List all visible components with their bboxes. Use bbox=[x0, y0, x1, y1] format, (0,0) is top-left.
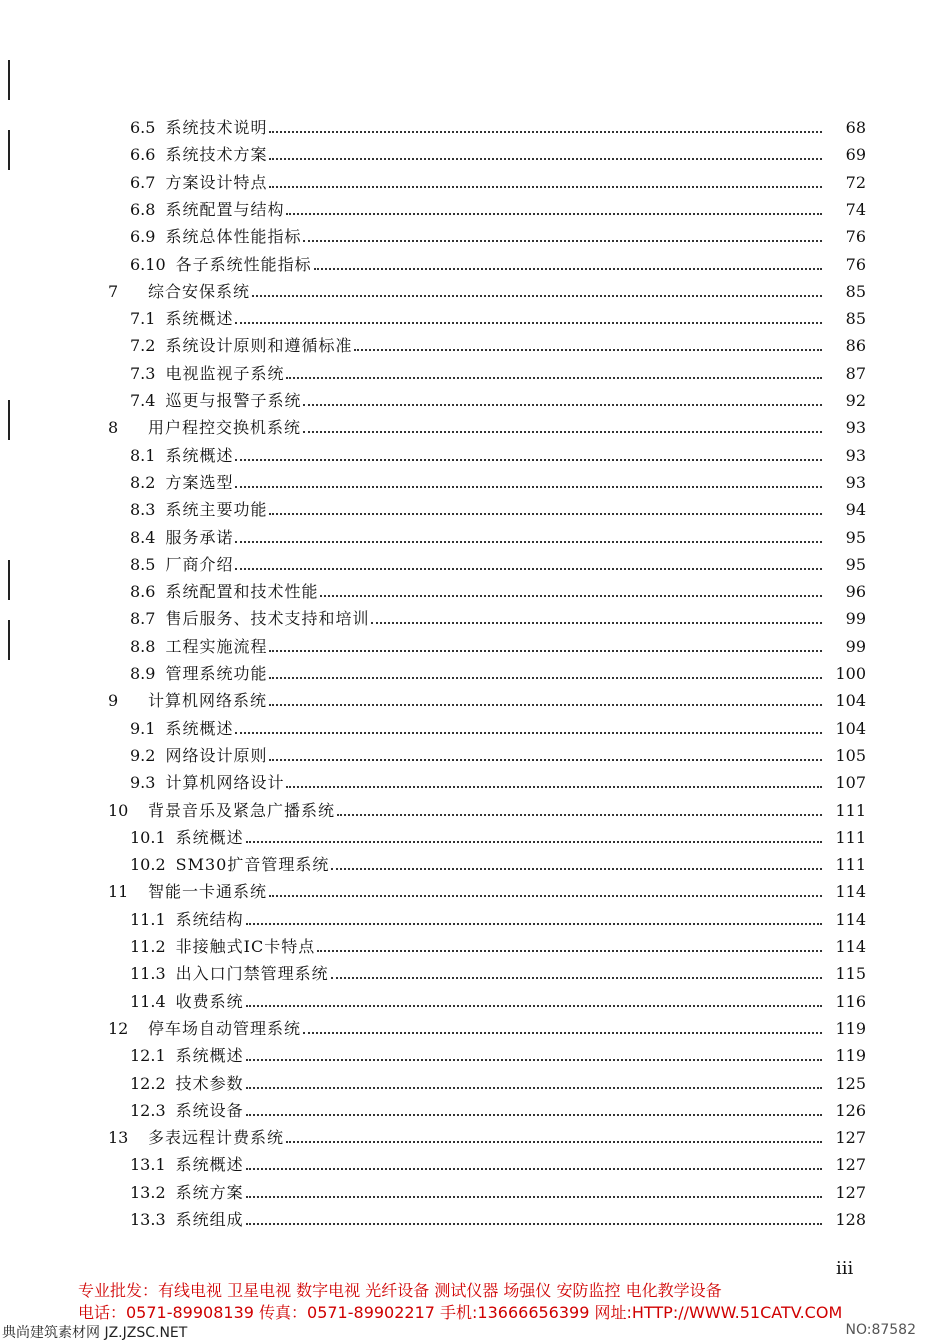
toc-entry bbox=[130, 358, 866, 384]
toc-entry-title: 停车场自动管理系统 bbox=[148, 1018, 302, 1038]
toc-entry-title: 厂商介绍 bbox=[165, 554, 234, 574]
ad-line-contact: 电话：0571-89908139 传真：0571-89902217 手机:13666656399 网址:HTTP://WWW.51CATV.COM bbox=[78, 1303, 843, 1322]
toc-entry-page: 114 bbox=[835, 937, 866, 956]
toc-entry bbox=[130, 112, 866, 138]
toc-entry-page: 127 bbox=[835, 1128, 866, 1148]
toc-entry-title: 电视监视子系统 bbox=[165, 363, 285, 383]
toc-entry bbox=[130, 767, 866, 793]
toc-entry-number: 8.4 bbox=[130, 527, 156, 547]
toc-entry-number: 8.8 bbox=[130, 636, 156, 656]
toc-entry-title: 系统概述 bbox=[175, 1155, 244, 1175]
toc-entry-title: 系统技术方案 bbox=[165, 145, 268, 165]
toc-entry-number: 6.5 bbox=[130, 118, 156, 137]
toc-entry-page: 127 bbox=[835, 1182, 866, 1202]
toc-dot-leader bbox=[331, 868, 822, 870]
toc-dot-leader bbox=[269, 186, 822, 188]
toc-entry-number: 12.2 bbox=[130, 1073, 166, 1093]
toc-entry-page: 116 bbox=[835, 991, 866, 1011]
toc-dot-leader bbox=[269, 759, 822, 761]
toc-entry-page: 94 bbox=[845, 500, 866, 520]
toc-entry-number: 10.1 bbox=[130, 827, 166, 847]
toc-entry bbox=[108, 1122, 866, 1148]
footer-watermark-left: 典尚建筑素材网 JZ.JZSC.NET bbox=[2, 1325, 188, 1341]
toc-entry-number: 11.2 bbox=[130, 937, 166, 956]
toc-entry-title: 系统设备 bbox=[175, 1100, 244, 1120]
page-folio: iii bbox=[836, 1258, 854, 1279]
toc-dot-leader bbox=[246, 1168, 822, 1170]
toc-entry bbox=[130, 221, 866, 247]
toc-entry-number: 6.7 bbox=[130, 172, 156, 192]
toc-dot-leader bbox=[235, 541, 822, 543]
toc-dot-leader bbox=[314, 268, 822, 270]
toc-entry-title: 系统概述 bbox=[175, 827, 244, 847]
toc-entry-title: 巡更与报警子系统 bbox=[165, 391, 302, 410]
toc-entry-title: 系统设计原则和遵循标准 bbox=[165, 336, 353, 356]
toc-entry bbox=[130, 1177, 866, 1203]
toc-dot-leader bbox=[331, 977, 822, 979]
toc-entry-page: 126 bbox=[835, 1100, 866, 1120]
toc-entry-title: 系统概述 bbox=[165, 718, 234, 738]
toc-entry-number: 7.4 bbox=[130, 391, 156, 410]
toc-entry-number: 9.3 bbox=[130, 773, 156, 793]
toc-entry bbox=[130, 849, 866, 875]
toc-entry-title: 各子系统性能指标 bbox=[175, 254, 312, 274]
toc-entry bbox=[130, 740, 866, 766]
toc-entry-page: 95 bbox=[845, 554, 866, 574]
toc-entry-number: 6.9 bbox=[130, 227, 156, 247]
toc-entry-page: 72 bbox=[845, 172, 866, 192]
toc-dot-leader bbox=[269, 513, 822, 515]
toc-entry-title: 服务承诺 bbox=[165, 527, 234, 547]
scan-mark-5 bbox=[8, 620, 10, 660]
toc-entry bbox=[130, 522, 866, 548]
toc-entry bbox=[130, 440, 866, 466]
toc-entry-page: 76 bbox=[845, 227, 866, 247]
toc-dot-leader bbox=[286, 786, 822, 788]
toc-dot-leader bbox=[317, 950, 822, 952]
toc-entry-page: 104 bbox=[835, 691, 866, 711]
toc-entry-page: 111 bbox=[835, 800, 866, 820]
scan-mark-4 bbox=[8, 560, 10, 600]
toc-entry-number: 12.1 bbox=[130, 1046, 166, 1066]
toc-entry-title: 管理系统功能 bbox=[165, 664, 268, 683]
toc-dot-leader bbox=[246, 923, 822, 925]
toc-dot-leader bbox=[269, 704, 822, 706]
toc-dot-leader bbox=[286, 213, 822, 215]
toc-entry-page: 119 bbox=[835, 1018, 866, 1038]
toc-entry-title: 方案设计特点 bbox=[165, 172, 268, 192]
toc-entry-number: 10 bbox=[108, 800, 129, 820]
toc-dot-leader bbox=[269, 895, 822, 897]
toc-entry-page: 111 bbox=[835, 855, 866, 875]
toc-entry-page: 107 bbox=[835, 773, 866, 793]
toc-entry-title: 出入口门禁管理系统 bbox=[175, 964, 329, 984]
toc-entry-number: 13.2 bbox=[130, 1182, 166, 1202]
scan-mark-1 bbox=[8, 60, 10, 100]
toc-dot-leader bbox=[252, 295, 822, 297]
toc-entry bbox=[108, 876, 866, 902]
toc-entry-number: 8.5 bbox=[130, 554, 156, 574]
toc-entry-title: 系统方案 bbox=[175, 1182, 244, 1202]
toc-dot-leader bbox=[269, 158, 822, 160]
toc-dot-leader bbox=[235, 459, 822, 461]
toc-entry-title: 综合安保系统 bbox=[148, 281, 251, 301]
toc-entry-number: 11.4 bbox=[130, 991, 166, 1011]
toc-entry bbox=[130, 958, 866, 984]
toc-dot-leader bbox=[269, 677, 822, 679]
toc-dot-leader bbox=[246, 841, 822, 843]
toc-entry-title: 工程实施流程 bbox=[165, 636, 268, 656]
toc-entry bbox=[130, 1095, 866, 1121]
toc-entry bbox=[130, 303, 866, 329]
toc-entry bbox=[108, 412, 866, 438]
toc-dot-leader bbox=[246, 1223, 822, 1225]
toc-entry bbox=[130, 658, 866, 684]
toc-entry bbox=[130, 167, 866, 193]
toc-entry bbox=[130, 1149, 866, 1175]
toc-entry-number: 6.8 bbox=[130, 199, 156, 219]
toc-entry-number: 13 bbox=[108, 1128, 129, 1148]
toc-entry bbox=[130, 986, 866, 1012]
toc-entry-page: 105 bbox=[835, 745, 866, 765]
toc-entry-title: 系统概述 bbox=[175, 1046, 244, 1066]
toc-entry-number: 12 bbox=[108, 1018, 129, 1038]
toc-entry bbox=[130, 494, 866, 520]
toc-entry bbox=[130, 385, 866, 411]
toc-entry-page: 96 bbox=[845, 582, 866, 602]
scan-mark-2 bbox=[8, 130, 10, 170]
toc-entry-title: 网络设计原则 bbox=[165, 745, 268, 765]
toc-entry bbox=[130, 603, 866, 629]
toc-entry-page: 104 bbox=[835, 718, 866, 738]
toc-entry-number: 6.10 bbox=[130, 254, 166, 274]
scan-mark-3 bbox=[8, 400, 10, 440]
toc-entry-page: 128 bbox=[835, 1210, 866, 1229]
toc-entry bbox=[130, 549, 866, 575]
toc-dot-leader bbox=[286, 1141, 822, 1143]
toc-entry-title: SM30扩音管理系统 bbox=[175, 855, 330, 875]
toc-entry bbox=[108, 276, 866, 302]
toc-entry-title: 背景音乐及紧急广播系统 bbox=[148, 800, 336, 820]
toc-entry bbox=[130, 931, 866, 957]
toc-entry-number: 7 bbox=[108, 281, 119, 301]
toc-entry bbox=[130, 194, 866, 220]
toc-entry-title: 方案选型 bbox=[165, 472, 234, 492]
toc-entry-number: 11.1 bbox=[130, 909, 166, 929]
toc-entry-page: 114 bbox=[835, 882, 866, 902]
toc-entry-page: 119 bbox=[835, 1046, 866, 1066]
toc-entry-page: 69 bbox=[845, 145, 866, 165]
toc-entry-page: 76 bbox=[845, 254, 866, 274]
toc-entry bbox=[130, 1068, 866, 1094]
toc-entry-title: 系统概述 bbox=[165, 309, 234, 329]
toc-entry-number: 8.1 bbox=[130, 445, 156, 465]
toc-entry-title: 系统配置和技术性能 bbox=[165, 582, 319, 602]
toc-entry-page: 74 bbox=[845, 199, 866, 219]
toc-entry-title: 用户程控交换机系统 bbox=[148, 418, 302, 438]
toc-entry-number: 12.3 bbox=[130, 1100, 166, 1120]
toc-entry-page: 99 bbox=[845, 636, 866, 656]
toc-entry-number: 7.2 bbox=[130, 336, 156, 356]
toc-entry-number: 10.2 bbox=[130, 855, 166, 875]
toc-entry bbox=[108, 685, 866, 711]
toc-entry-number: 8.2 bbox=[130, 472, 156, 492]
toc-entry-page: 85 bbox=[845, 309, 866, 329]
toc-entry-title: 非接触式IC卡特点 bbox=[175, 937, 316, 956]
toc-entry-page: 87 bbox=[845, 363, 866, 383]
toc-dot-leader bbox=[246, 1059, 822, 1061]
toc-dot-leader bbox=[246, 1087, 822, 1089]
toc-entry-page: 93 bbox=[845, 445, 866, 465]
toc-entry-title: 计算机网络设计 bbox=[165, 773, 285, 793]
toc-entry bbox=[130, 631, 866, 657]
toc-entry-title: 多表远程计费系统 bbox=[148, 1128, 285, 1148]
toc-entry-title: 收费系统 bbox=[175, 991, 244, 1011]
toc-entry-title: 系统结构 bbox=[175, 909, 244, 929]
toc-entry-number: 7.1 bbox=[130, 309, 156, 329]
toc-dot-leader bbox=[354, 349, 822, 351]
toc-entry bbox=[130, 822, 866, 848]
toc-entry bbox=[130, 1040, 866, 1066]
toc-entry-title: 售后服务、技术支持和培训 bbox=[165, 609, 370, 629]
toc-entry-page: 114 bbox=[835, 909, 866, 929]
toc-entry-number: 8 bbox=[108, 418, 119, 438]
toc-entry bbox=[130, 139, 866, 165]
toc-entry-title: 系统主要功能 bbox=[165, 500, 268, 520]
toc-entry bbox=[130, 713, 866, 739]
toc-entry-page: 86 bbox=[845, 336, 866, 356]
toc-entry-page: 127 bbox=[835, 1155, 866, 1175]
toc-entry-page: 111 bbox=[835, 827, 866, 847]
toc-dot-leader bbox=[286, 377, 822, 379]
toc-entry-number: 7.3 bbox=[130, 363, 156, 383]
toc-entry-number: 8.6 bbox=[130, 582, 156, 602]
toc-entry bbox=[130, 467, 866, 493]
toc-entry bbox=[130, 330, 866, 356]
toc-dot-leader bbox=[303, 240, 822, 242]
toc-entry bbox=[108, 795, 866, 821]
toc-entry bbox=[130, 249, 866, 275]
toc-entry-page: 68 bbox=[845, 118, 866, 137]
toc-entry bbox=[130, 576, 866, 602]
toc-dot-leader bbox=[235, 732, 822, 734]
toc-dot-leader bbox=[235, 486, 822, 488]
toc-entry-number: 8.3 bbox=[130, 500, 156, 520]
toc-entry-number: 9.1 bbox=[130, 718, 156, 738]
footer-watermark-right: NO:87582 bbox=[845, 1322, 916, 1338]
toc-entry-page: 93 bbox=[845, 418, 866, 438]
toc-entry-number: 11 bbox=[108, 882, 129, 902]
toc-entry-number: 9.2 bbox=[130, 745, 156, 765]
toc-entry-page: 92 bbox=[845, 391, 866, 410]
toc-entry-page: 93 bbox=[845, 472, 866, 492]
toc-entry-page: 95 bbox=[845, 527, 866, 547]
toc-entry-page: 99 bbox=[845, 609, 866, 629]
toc-entry-title: 系统总体性能指标 bbox=[165, 227, 302, 247]
toc-dot-leader bbox=[246, 1005, 822, 1007]
toc-entry-page: 115 bbox=[835, 964, 866, 984]
ad-line-products: 专业批发：有线电视 卫星电视 数字电视 光纤设备 测试仪器 场强仪 安防监控 电化教学设备 bbox=[78, 1281, 722, 1300]
toc-dot-leader bbox=[303, 431, 822, 433]
toc-entry-page: 125 bbox=[835, 1073, 866, 1093]
toc-entry-number: 11.3 bbox=[130, 964, 166, 984]
toc-dot-leader bbox=[303, 404, 822, 406]
toc-entry bbox=[130, 1204, 866, 1230]
toc-entry-title: 系统组成 bbox=[175, 1210, 244, 1229]
toc-dot-leader bbox=[246, 1114, 822, 1116]
toc-entry-number: 9 bbox=[108, 691, 119, 711]
toc-dot-leader bbox=[269, 131, 822, 133]
toc-entry-title: 技术参数 bbox=[175, 1073, 244, 1093]
toc-dot-leader bbox=[246, 1196, 822, 1198]
toc-dot-leader bbox=[235, 322, 822, 324]
toc-entry-title: 系统技术说明 bbox=[165, 118, 268, 137]
toc-entry-page: 85 bbox=[845, 281, 866, 301]
toc-entry bbox=[130, 904, 866, 930]
toc-entry bbox=[108, 1013, 866, 1039]
toc-entry-number: 8.9 bbox=[130, 664, 156, 683]
toc-entry-page: 100 bbox=[835, 664, 866, 683]
toc-dot-leader bbox=[235, 568, 822, 570]
toc-entry-title: 智能一卡通系统 bbox=[148, 882, 268, 902]
toc-entry-number: 13.1 bbox=[130, 1155, 166, 1175]
toc-entry-number: 8.7 bbox=[130, 609, 156, 629]
toc-entry-number: 6.6 bbox=[130, 145, 156, 165]
toc-dot-leader bbox=[269, 650, 822, 652]
toc-entry-number: 13.3 bbox=[130, 1210, 166, 1229]
toc-entry-title: 系统概述 bbox=[165, 445, 234, 465]
toc-entry-title: 系统配置与结构 bbox=[165, 199, 285, 219]
toc-dot-leader bbox=[320, 595, 822, 597]
toc-dot-leader bbox=[303, 1032, 822, 1034]
toc-entry-title: 计算机网络系统 bbox=[148, 691, 268, 711]
toc-dot-leader bbox=[337, 814, 822, 816]
toc-dot-leader bbox=[371, 622, 822, 624]
